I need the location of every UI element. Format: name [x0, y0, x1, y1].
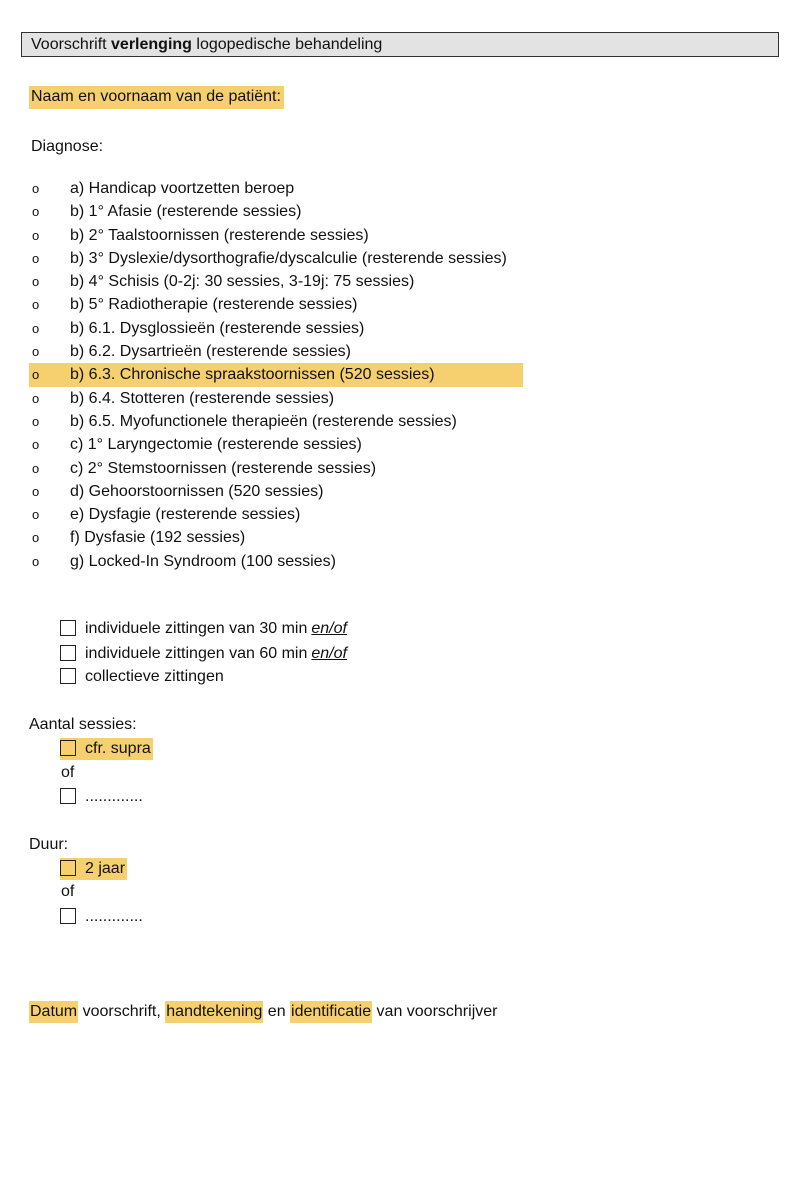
diagnosis-item[interactable] — [29, 177, 589, 200]
bullet-icon: o — [32, 460, 40, 476]
diagnosis-item[interactable] — [29, 410, 589, 433]
bullet-icon: o — [32, 297, 40, 313]
sessions-or: of — [61, 764, 75, 781]
label-cfr-supra: cfr. supra — [85, 740, 151, 757]
footer-text-2: en — [263, 1003, 291, 1020]
footer-text-3: van voorschrijver — [372, 1003, 498, 1020]
diagnosis-item[interactable] — [29, 340, 589, 363]
label-30min: individuele zittingen van 30 min — [85, 620, 308, 637]
diagnosis-label: b) 5° Radiotherapie (resterende sessies) — [70, 296, 358, 314]
diagnosis-item[interactable] — [29, 200, 589, 223]
bullet-icon: o — [32, 250, 40, 266]
duration-option-custom[interactable] — [60, 906, 143, 928]
duration-blank: ............. — [85, 908, 143, 925]
checkbox-collective[interactable] — [60, 668, 76, 684]
bullet-icon: o — [32, 413, 40, 429]
duration-option-2-years[interactable] — [60, 858, 127, 880]
diagnosis-item[interactable] — [29, 387, 589, 410]
diagnosis-item[interactable] — [29, 293, 589, 316]
footer-datum: Datum — [29, 1001, 78, 1023]
connector-60min: en/of — [311, 645, 347, 662]
title-bold: verlenging — [111, 36, 192, 53]
title-prefix: Voorschrift — [31, 36, 112, 53]
bullet-icon: o — [32, 367, 40, 383]
sessions-label: Aantal sessies: — [29, 716, 137, 733]
diagnosis-label: b) 6.1. Dysglossieën (resterende sessies) — [70, 319, 365, 337]
checkbox-30min[interactable] — [60, 620, 76, 636]
diagnosis-label: f) Dysfasie (192 sessies) — [70, 529, 246, 547]
checkbox-duration-custom[interactable] — [60, 908, 76, 924]
bullet-icon: o — [32, 204, 40, 220]
session-type-60min[interactable] — [60, 643, 347, 665]
diagnosis-label: c) 1° Laryngectomie (resterende sessies) — [70, 436, 362, 454]
bullet-icon: o — [32, 483, 40, 499]
diagnosis-label: b) 6.2. Dysartrieën (resterende sessies) — [70, 343, 351, 361]
label-collective: collectieve zittingen — [85, 668, 224, 685]
form-title — [21, 32, 779, 57]
bullet-icon: o — [32, 274, 40, 290]
checkbox-60min[interactable] — [60, 645, 76, 661]
diagnosis-label: g) Locked-In Syndroom (100 sessies) — [70, 552, 336, 570]
session-type-30min[interactable] — [60, 618, 347, 640]
diagnosis-label: b) 6.3. Chronische spraakstoornissen (520 sessies) — [70, 366, 435, 384]
diagnosis-item[interactable] — [29, 270, 589, 293]
footer-handtekening: handtekening — [165, 1001, 263, 1023]
bullet-icon: o — [32, 344, 40, 360]
bullet-icon: o — [32, 553, 40, 569]
diagnosis-label: b) 4° Schisis (0-2j: 30 sessies, 3-19j: 75 sessies) — [70, 273, 415, 291]
session-type-collective[interactable] — [60, 666, 224, 688]
duration-label: Duur: — [29, 836, 69, 853]
diagnosis-item[interactable] — [29, 317, 589, 340]
diagnosis-label: b) 6.4. Stotteren (resterende sessies) — [70, 389, 335, 407]
diagnosis-label: d) Gehoorstoornissen (520 sessies) — [70, 482, 324, 500]
diagnosis-label: a) Handicap voortzetten beroep — [70, 180, 295, 197]
diagnosis-item[interactable] — [29, 363, 523, 386]
footer-text-1: voorschrift, — [78, 1003, 166, 1020]
diagnosis-label: b) 1° Afasie (resterende sessies) — [70, 203, 302, 221]
diagnosis-item[interactable] — [29, 224, 589, 247]
diagnosis-label: b) 2° Taalstoornissen (resterende sessies) — [70, 226, 369, 244]
bullet-icon: o — [32, 181, 40, 196]
bullet-icon: o — [32, 437, 40, 453]
bullet-icon: o — [32, 530, 40, 546]
diagnosis-item[interactable] — [29, 457, 589, 480]
bullet-icon: o — [32, 227, 40, 243]
diagnosis-item[interactable] — [29, 480, 589, 503]
diagnosis-label: b) 6.5. Myofunctionele therapieën (resterende sessies) — [70, 412, 457, 430]
bullet-icon: o — [32, 507, 40, 523]
patient-name-label: Naam en voornaam van de patiënt: — [29, 86, 284, 109]
connector-30min: en/of — [311, 620, 347, 637]
prescriber-footer — [29, 1003, 497, 1021]
diagnosis-item[interactable] — [29, 526, 589, 549]
diagnosis-label: Diagnose: — [31, 138, 104, 155]
title-suffix: logopedische behandeling — [191, 36, 383, 53]
diagnosis-label: e) Dysfagie (resterende sessies) — [70, 506, 301, 524]
diagnosis-label: c) 2° Stemstoornissen (resterende sessies) — [70, 459, 377, 477]
sessions-option-cfr-supra[interactable] — [60, 738, 153, 760]
sessions-option-custom[interactable] — [60, 786, 143, 808]
bullet-icon: o — [32, 320, 40, 336]
diagnosis-list — [29, 177, 589, 573]
checkbox-cfr-supra[interactable] — [60, 740, 76, 756]
diagnosis-label: b) 3° Dyslexie/dysorthografie/dyscalculie (resterende sessies) — [70, 249, 507, 267]
checkbox-2-years[interactable] — [60, 860, 76, 876]
diagnosis-item[interactable] — [29, 247, 589, 270]
sessions-blank: ............. — [85, 788, 143, 805]
label-2-years: 2 jaar — [85, 860, 126, 877]
checkbox-sessions-custom[interactable] — [60, 788, 76, 804]
diagnosis-item[interactable] — [29, 433, 589, 456]
diagnosis-item[interactable] — [29, 550, 589, 573]
diagnosis-item[interactable] — [29, 503, 589, 526]
footer-identificatie: identificatie — [290, 1001, 372, 1023]
duration-or: of — [61, 883, 75, 900]
label-60min: individuele zittingen van 60 min — [85, 645, 308, 662]
bullet-icon: o — [32, 390, 40, 406]
